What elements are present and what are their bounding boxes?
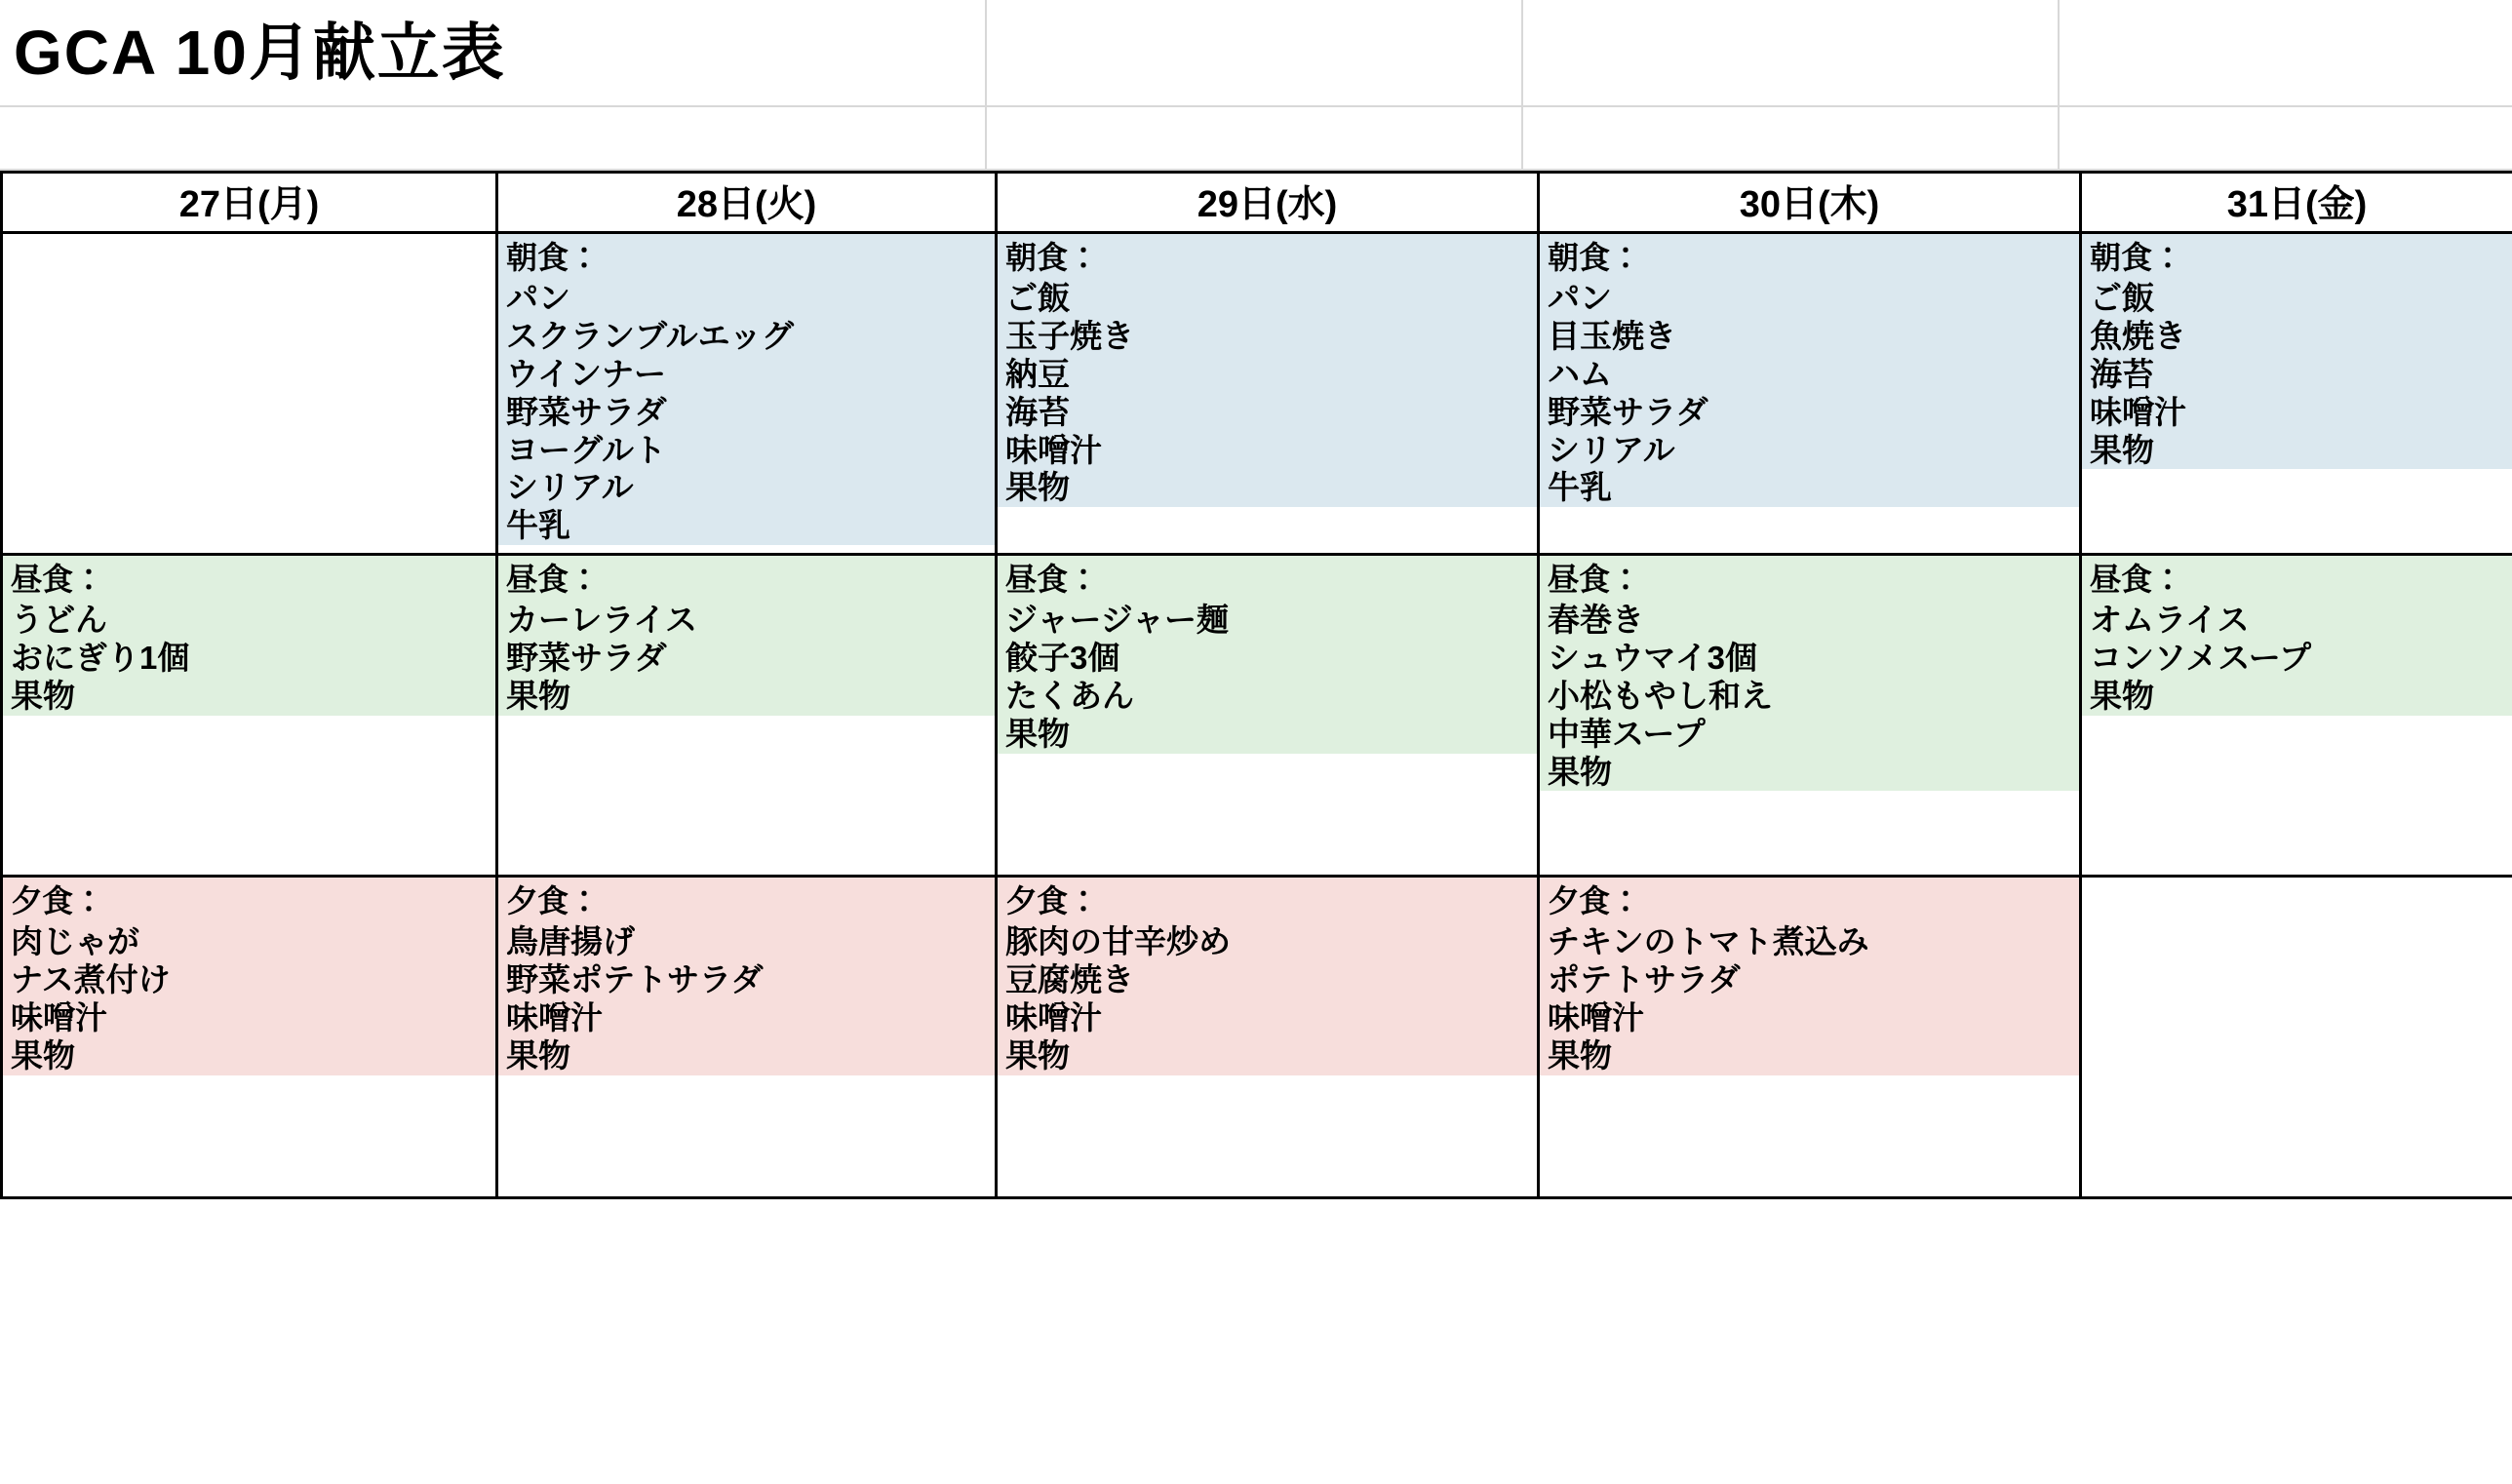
- meal-item: ご飯: [1005, 279, 1070, 316]
- dinner-items-28: [498, 923, 995, 1075]
- lunch-cell-29: [997, 555, 1539, 877]
- dinner-tint-28: [498, 878, 995, 1075]
- breakfast-cell-30: [1539, 233, 2081, 555]
- meal-item: 野菜サラダ: [1548, 393, 1708, 430]
- breakfast-label-28: 朝食：: [506, 240, 601, 275]
- meal-item: 納豆: [1005, 355, 1070, 392]
- lunch-label-31: 昼食：: [2090, 562, 2184, 597]
- meal-item: パン: [506, 279, 570, 316]
- breakfast-block-31: [2082, 234, 2512, 553]
- page-title: GCA 10月献立表: [14, 18, 506, 88]
- breakfast-tint-30: [1540, 234, 2079, 507]
- spacer-row: [0, 107, 2512, 171]
- spacer-cell-3: [1521, 107, 2058, 171]
- meal-item: 牛乳: [506, 507, 570, 544]
- lunch-block-30: [1540, 556, 2079, 875]
- day-header-31: 31日(金): [2081, 173, 2512, 233]
- title-blank-cell-2: [1521, 0, 2058, 107]
- breakfast-label-30: 朝食：: [1548, 240, 1642, 275]
- meal-item: 豚肉の甘辛炒め: [1005, 922, 1231, 959]
- dinner-items-27: [3, 923, 495, 1075]
- meal-item: シリアル: [1548, 431, 1675, 468]
- lunch-cell-27: [2, 555, 497, 877]
- dinner-cell-27: [2, 877, 497, 1198]
- breakfast-cell-29: [997, 233, 1539, 555]
- table-header-row: [2, 173, 2512, 233]
- breakfast-block-28: [498, 234, 995, 553]
- lunch-tint-31: [2082, 556, 2512, 716]
- meal-item: うどん: [11, 601, 107, 638]
- meal-item: 果物: [2090, 431, 2154, 468]
- meal-item: 味噌汁: [11, 998, 107, 1035]
- dinner-cell-28: [497, 877, 997, 1198]
- breakfast-items-29: [998, 280, 1537, 508]
- meal-item: シュウマイ3個: [1548, 639, 1758, 676]
- dinner-cell-29: [997, 877, 1539, 1198]
- breakfast-label-27: [3, 234, 495, 244]
- meal-item: チキンのトマト煮込み: [1548, 922, 1869, 959]
- meal-item: ウインナー: [506, 355, 667, 392]
- meal-item: 肉じゃが: [11, 922, 139, 959]
- title-blank-cell-3: [2058, 0, 2512, 107]
- day-header-28: 28日(火): [497, 173, 997, 233]
- lunch-label-29: 昼食：: [1005, 562, 1100, 597]
- breakfast-block-30: [1540, 234, 2079, 553]
- breakfast-tint-31: [2082, 234, 2512, 469]
- dinner-tint-29: [998, 878, 1537, 1075]
- title-row: [0, 0, 2512, 107]
- breakfast-items-30: [1540, 280, 2079, 508]
- dinner-cell-30: [1539, 877, 2081, 1198]
- meal-item: ナス煮付け: [11, 960, 171, 997]
- meal-item: 中華スープ: [1548, 715, 1706, 752]
- meal-item: 味噌汁: [506, 998, 603, 1035]
- spacer-cell-4: [2058, 107, 2512, 171]
- meal-item: 果物: [1005, 715, 1070, 752]
- breakfast-label-31: 朝食：: [2090, 240, 2184, 275]
- meal-item: 野菜サラダ: [506, 639, 667, 676]
- dinner-label-31: [2082, 878, 2512, 887]
- meal-item: コンソメスープ: [2090, 639, 2312, 676]
- meal-item: 豆腐焼き: [1005, 960, 1134, 997]
- meal-item: 野菜サラダ: [506, 393, 667, 430]
- dinner-items-30: [1540, 923, 2079, 1075]
- day-header-29: 29日(水): [997, 173, 1539, 233]
- dinner-label-29: 夕食：: [1005, 883, 1100, 918]
- lunch-label-30: 昼食：: [1548, 562, 1642, 597]
- meal-item: 果物: [11, 1036, 75, 1074]
- meal-item: 味噌汁: [1005, 431, 1102, 468]
- meal-item: 果物: [1005, 1036, 1070, 1074]
- meal-item: 餃子3個: [1005, 639, 1120, 676]
- spacer-cell-1: [0, 107, 985, 171]
- meal-item: 果物: [1548, 753, 1612, 790]
- meal-item: 果物: [506, 677, 570, 714]
- lunch-block-28: [498, 556, 995, 875]
- breakfast-tint-29: [998, 234, 1537, 507]
- dinner-label-30: 夕食：: [1548, 883, 1642, 918]
- meal-item: ヨーグルト: [506, 431, 667, 468]
- meal-item: 野菜ポテトサラダ: [506, 960, 764, 997]
- lunch-row: [2, 555, 2512, 877]
- meal-item: 果物: [506, 1036, 570, 1074]
- dinner-block-27: [3, 878, 495, 1196]
- dinner-tint-27: [3, 878, 495, 1075]
- meal-item: カーレライス: [506, 601, 698, 638]
- meal-item: ジャージャー麺: [1005, 601, 1230, 638]
- meal-item: 鳥唐揚げ: [506, 922, 635, 959]
- lunch-block-31: [2082, 556, 2512, 875]
- meal-item: ハム: [1548, 355, 1612, 392]
- meal-item: 玉子焼き: [1005, 317, 1134, 354]
- meal-item: 味噌汁: [2090, 393, 2186, 430]
- meal-item: 小松もやし和え: [1548, 677, 1773, 714]
- dinner-block-31: [2082, 878, 2512, 1196]
- lunch-label-27: 昼食：: [11, 562, 105, 597]
- day-header-30: 30日(木): [1539, 173, 2081, 233]
- meal-item: 果物: [2090, 677, 2154, 714]
- meal-item: シリアル: [506, 469, 634, 506]
- breakfast-cell-28: [497, 233, 997, 555]
- day-header-27: 27日(月): [2, 173, 497, 233]
- breakfast-row: [2, 233, 2512, 555]
- breakfast-label-29: 朝食：: [1005, 240, 1100, 275]
- breakfast-block-29: [998, 234, 1537, 553]
- breakfast-items-31: [2082, 280, 2512, 470]
- dinner-label-28: 夕食：: [506, 883, 601, 918]
- dinner-block-29: [998, 878, 1537, 1196]
- lunch-label-28: 昼食：: [506, 562, 601, 597]
- lunch-items-27: [3, 602, 495, 716]
- lunch-cell-28: [497, 555, 997, 877]
- dinner-block-28: [498, 878, 995, 1196]
- lunch-block-29: [998, 556, 1537, 875]
- lunch-cell-30: [1539, 555, 2081, 877]
- dinner-block-30: [1540, 878, 2079, 1196]
- lunch-items-30: [1540, 602, 2079, 792]
- meal-item: ポテトサラダ: [1548, 960, 1741, 997]
- title-cell: [0, 0, 985, 107]
- meal-item: 海苔: [1005, 393, 1070, 430]
- title-blank-cell-1: [985, 0, 1521, 107]
- menu-table: [0, 171, 2512, 1199]
- meal-item: 味噌汁: [1005, 998, 1102, 1035]
- breakfast-cell-31: [2081, 233, 2512, 555]
- lunch-items-31: [2082, 602, 2512, 716]
- meal-item: 海苔: [2090, 355, 2154, 392]
- dinner-row: [2, 877, 2512, 1198]
- lunch-tint-28: [498, 556, 995, 716]
- meal-item: 春巻き: [1548, 601, 1644, 638]
- lunch-items-28: [498, 602, 995, 716]
- meal-item: たくあん: [1005, 677, 1134, 714]
- dinner-items-29: [998, 923, 1537, 1075]
- meal-item: パン: [1548, 279, 1612, 316]
- lunch-block-27: [3, 556, 495, 875]
- lunch-tint-29: [998, 556, 1537, 754]
- meal-item: 目玉焼き: [1548, 317, 1676, 354]
- meal-item: 牛乳: [1548, 469, 1612, 506]
- meal-item: 味噌汁: [1548, 998, 1644, 1035]
- meal-item: 果物: [11, 677, 75, 714]
- lunch-tint-27: [3, 556, 495, 716]
- breakfast-cell-27: [2, 233, 497, 555]
- breakfast-tint-28: [498, 234, 995, 545]
- meal-item: 魚焼き: [2090, 317, 2186, 354]
- lunch-cell-31: [2081, 555, 2512, 877]
- lunch-items-29: [998, 602, 1537, 754]
- meal-item: 果物: [1548, 1036, 1612, 1074]
- dinner-label-27: 夕食：: [11, 883, 105, 918]
- breakfast-items-28: [498, 280, 995, 546]
- meal-item: オムライス: [2090, 601, 2250, 638]
- lunch-tint-30: [1540, 556, 2079, 791]
- meal-item: ご飯: [2090, 279, 2154, 316]
- meal-item: 果物: [1005, 469, 1070, 506]
- dinner-tint-30: [1540, 878, 2079, 1075]
- meal-item: おにぎり1個: [11, 639, 190, 676]
- dinner-cell-31: [2081, 877, 2512, 1198]
- spacer-cell-2: [985, 107, 1521, 171]
- breakfast-block-27: [3, 234, 495, 553]
- meal-item: スクランブルエッグ: [506, 317, 795, 354]
